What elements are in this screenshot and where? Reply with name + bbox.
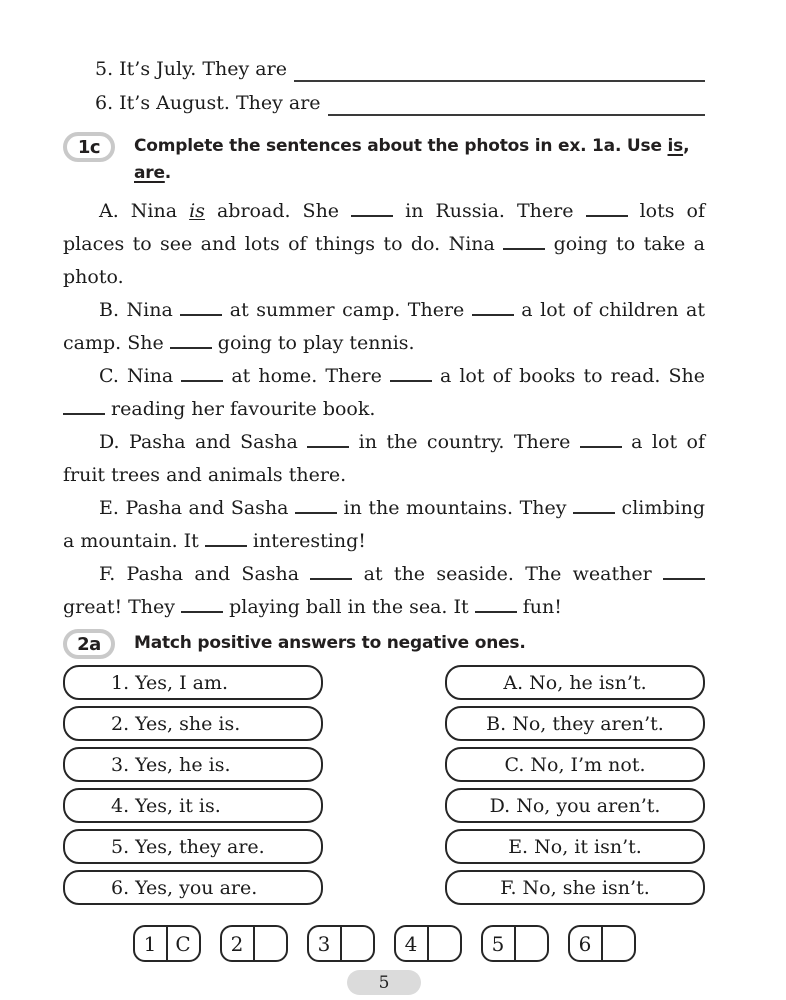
positive-answer-box	[63, 706, 323, 741]
positive-answers-column	[63, 665, 323, 911]
answer-letter-cell	[429, 927, 460, 960]
text-segment: a lot of fruit trees and animals there.	[63, 431, 705, 486]
answer-letter-cell	[255, 927, 286, 960]
answer-letter-cell	[342, 927, 373, 960]
fill-in-blank	[295, 512, 337, 514]
exercise-2a-badge: 2a	[63, 629, 115, 659]
text-segment: a lot of children at camp. She	[63, 299, 705, 354]
sentence-text: 6. It’s August. They are	[95, 92, 321, 114]
text-segment: going to take a photo.	[63, 233, 706, 288]
answer-number-cell: 3	[309, 927, 342, 960]
text-segment: B. Nina	[99, 299, 181, 321]
negative-answer-box-label: F. No, she isn’t.	[500, 876, 650, 899]
fill-in-blank	[351, 215, 393, 217]
positive-answer-box-label: 6. Yes, you are.	[111, 876, 258, 899]
negative-answer-box-label: D. No, you aren’t.	[489, 794, 661, 817]
text-segment: at home. There	[223, 365, 390, 387]
fill-in-blank	[181, 611, 223, 613]
fill-in-blank	[503, 248, 545, 250]
positive-answer-box-label: 4. Yes, it is.	[111, 794, 221, 817]
text-segment: .	[164, 163, 172, 183]
text-segment: E. Pasha and Sasha	[99, 497, 296, 519]
answer-letter-cell: C	[175, 931, 191, 956]
answer-box-6	[568, 925, 636, 962]
text-segment: climbing a mountain. It	[63, 497, 706, 552]
fill-in-blank	[580, 446, 622, 448]
exercise-1c-badge: 1c	[63, 132, 115, 162]
text-segment: A. Nina	[99, 200, 190, 222]
answer-letter-cell	[603, 927, 634, 960]
positive-answer-box	[63, 665, 323, 700]
text-segment: in Russia. There	[393, 200, 586, 222]
exercise-1c-title	[134, 132, 689, 187]
text-segment: fun!	[516, 596, 562, 618]
fill-in-blank	[663, 578, 705, 580]
answer-box-5	[481, 925, 549, 962]
fill-in-blank	[181, 380, 223, 382]
exercise-paragraph-f	[63, 558, 705, 624]
text-segment: abroad. She	[204, 200, 352, 222]
positive-answer-box-label: 1. Yes, I am.	[111, 671, 229, 694]
fill-in-blank	[573, 512, 615, 514]
answer-number-cell: 6	[570, 927, 603, 960]
text-segment: a lot of books to read. She	[431, 365, 705, 387]
answer-box-2	[220, 925, 288, 962]
positive-answer-box	[63, 829, 323, 864]
sentence-item-5	[95, 52, 705, 86]
positive-answer-box-label: 3. Yes, he is.	[111, 753, 231, 776]
workbook-page	[63, 52, 705, 995]
negative-answer-box	[445, 788, 705, 823]
fill-in-blank	[180, 314, 222, 316]
exercise-paragraph-d	[63, 426, 705, 492]
positive-answer-box-label: 5. Yes, they are.	[111, 835, 265, 858]
text-segment: in the mountains. They	[337, 497, 574, 519]
fill-in-blank	[307, 446, 349, 448]
sentence-text: 5. It’s July. They are	[95, 58, 287, 80]
exercise-paragraph-b	[63, 294, 705, 360]
text-segment: playing ball in the sea. It	[223, 596, 475, 618]
text-segment: interesting!	[246, 530, 366, 552]
text-segment: reading her favourite book.	[105, 398, 376, 420]
underlined-word: is	[667, 136, 684, 156]
text-segment: at the seaside. The weather	[352, 563, 663, 585]
negative-answers-column	[445, 665, 705, 911]
answer-box-1	[133, 925, 201, 962]
positive-answer-box	[63, 788, 323, 823]
answer-letter-cell	[516, 927, 547, 960]
exercise-paragraph-a	[63, 195, 705, 294]
fill-in-blank	[586, 215, 628, 217]
negative-answer-box-label: B. No, they aren’t.	[486, 712, 664, 735]
answer-box-3	[307, 925, 375, 962]
text-segment: C. Nina	[99, 365, 182, 387]
negative-answer-box-label: A. No, he isn’t.	[503, 671, 647, 694]
fill-in-blank	[475, 611, 517, 613]
negative-answer-box	[445, 829, 705, 864]
text-segment: F. Pasha and Sasha	[99, 563, 311, 585]
negative-answer-box	[445, 665, 705, 700]
fill-in-blank	[472, 314, 514, 316]
text-segment: at summer camp. There	[222, 299, 472, 321]
page-number: 5	[347, 970, 421, 995]
exercise-2a-title: Match positive answers to negative ones.	[134, 633, 526, 653]
fill-in-line	[294, 52, 705, 82]
answer-number-cell: 1	[135, 927, 168, 960]
text-segment: going to play tennis.	[211, 332, 415, 354]
sentence-item-6	[95, 86, 705, 120]
exercise-1c-header	[63, 132, 705, 187]
answer-number-cell: 4	[396, 927, 429, 960]
fill-in-blank	[63, 413, 105, 415]
negative-answer-box	[445, 870, 705, 905]
fill-in-blank	[205, 545, 247, 547]
underlined-word: are	[134, 163, 165, 183]
negative-answer-box	[445, 706, 705, 741]
answer-number-cell: 5	[483, 927, 516, 960]
exercise-2a-header	[63, 629, 705, 659]
matching-exercise	[63, 665, 705, 911]
negative-answer-box-label: C. No, I’m not.	[504, 753, 646, 776]
fill-in-blank	[170, 347, 212, 349]
positive-answer-box-label: 2. Yes, she is.	[111, 712, 241, 735]
text-segment: D. Pasha and Sasha	[99, 431, 308, 453]
text-segment: in the country. There	[349, 431, 580, 453]
italic-underlined-word: is	[189, 200, 205, 222]
answer-number-cell: 2	[222, 927, 255, 960]
negative-answer-box-label: E. No, it isn’t.	[508, 835, 642, 858]
negative-answer-box	[445, 747, 705, 782]
exercise-paragraph-c	[63, 360, 705, 426]
fill-in-blank	[310, 578, 352, 580]
answer-box-4	[394, 925, 462, 962]
exercise-paragraph-e	[63, 492, 705, 558]
positive-answer-box	[63, 747, 323, 782]
text-segment: great! They	[63, 596, 182, 618]
text-segment: Complete the sentences about the photos in ex. 1a. Use	[134, 136, 668, 156]
positive-answer-box	[63, 870, 323, 905]
exercise-1c-body	[63, 195, 705, 624]
answer-key-strip	[63, 925, 705, 962]
fill-in-blank	[390, 380, 432, 382]
text-segment: lots of places to see and lots of things to do. Nina	[63, 200, 705, 255]
text-segment: ,	[683, 136, 690, 156]
fill-in-line	[328, 86, 705, 116]
